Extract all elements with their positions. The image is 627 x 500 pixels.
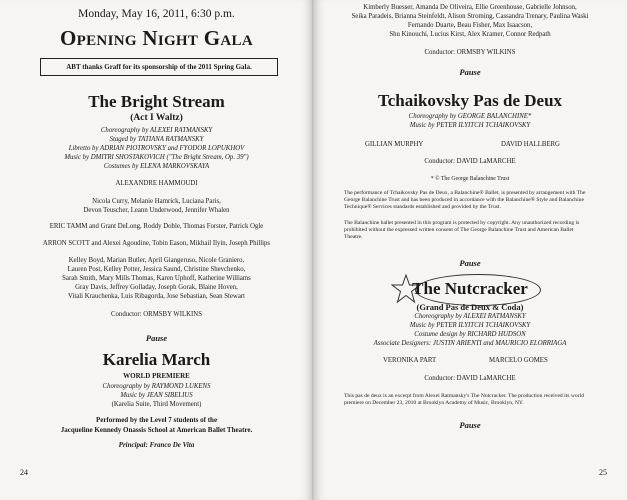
conductor-line: Conductor: ORMSBY WILKINS bbox=[110, 311, 202, 318]
credit-line: Music by JEAN SIBELIUS bbox=[120, 392, 193, 399]
cast-line: Lauren Post, Kelley Potter, Jessica Saund, Christine Shevchenko, bbox=[67, 266, 246, 273]
credit-line: Libretto by ADRIAN PIOTROVSKY and FYODOR LOPUKHOV bbox=[68, 145, 245, 152]
cast-line: ERIC TAMM and Grant DeLong, Roddy Doble, Thomas Forster, Patrick Ogle bbox=[49, 223, 264, 230]
conductor-line: Conductor: DAVID LaMARCHE bbox=[424, 375, 516, 382]
gala-title: Opening Night Gala bbox=[60, 26, 253, 50]
tchaikovsky-title: Tchaikovsky Pas de Deux bbox=[377, 91, 563, 110]
balanchine-paragraph bbox=[344, 190, 602, 212]
credit-line: Music by PETER ILYITCH TCHAIKOVSKY bbox=[409, 122, 531, 129]
credit-line: Staged by TATIANA RATMANSKY bbox=[109, 136, 204, 143]
paragraph-line: Theatre. bbox=[344, 234, 363, 241]
cast-line: Fernando Duarte, Beau Fisher, Max Isaacson, bbox=[407, 22, 533, 29]
paragraph-line: Technique® Services standards established and provided by the Trust. bbox=[344, 204, 501, 211]
credit-line: Choreography by ALEXEI RATMANSKY bbox=[414, 313, 526, 320]
paragraph-line: premiere on December 23, 2010 at Brooklyn Academy of Music, Brooklyn, NY. bbox=[344, 400, 524, 407]
cast-line: Gray Davis, Jeffrey Golladay, Joseph Gorak, Blaine Hoven, bbox=[75, 284, 238, 291]
paragraph-line: George Balanchine Trust and has been produced in accordance with the Balanchine® Style and Balanchine bbox=[344, 197, 584, 204]
paragraph-line: prohibited without the expressed written consent of The George Balanchine Trust and American Ballet bbox=[344, 227, 574, 234]
conductor-line: Conductor: ORMSBY WILKINS bbox=[424, 49, 516, 56]
bright-stream-subtitle: (Act I Waltz) bbox=[130, 113, 183, 123]
trust-note: * © The George Balanchine Trust bbox=[430, 176, 510, 182]
paragraph-line: This pas de deux is an excerpt from Alexei Ratmansky's The Nutcracker. The production received its world bbox=[344, 393, 584, 399]
nutcracker-subtitle: (Grand Pas de Deux & Coda) bbox=[416, 302, 524, 312]
cast-line: Nicola Curry, Melanie Hamrick, Luciana Paris, bbox=[92, 198, 221, 205]
credit-line: Costumes by ELENA MARKOVSKAYA bbox=[103, 163, 210, 170]
cast-line: Kimberly Buesser, Amanda De Oliveira, Ellie Greenhouse, Gabrielle Johnson, bbox=[363, 4, 577, 11]
credit-line: Associate Designers: JUSTIN ARIENTI and MAURICIO ELORRIAGA bbox=[373, 340, 567, 347]
dancer-name: MARCELO GOMES bbox=[489, 357, 548, 364]
cast-line: Devon Teuscher, Leann Underwood, Jennifer Whalen bbox=[83, 207, 230, 214]
credit-line: Costume design by RICHARD HUDSON bbox=[414, 331, 526, 338]
credit-line: Music by PETER ILYITCH TCHAIKOVSKY bbox=[409, 322, 531, 329]
nutcracker-note bbox=[344, 393, 602, 407]
cast-line: Vitali Krauchenka, Luis Ribagorda, Jose Sebastian, Sean Stewart bbox=[67, 293, 246, 300]
credit-line: Choreography by ALEXEI RATMANSKY bbox=[100, 127, 213, 134]
performed-by-line: Performed by the Level 7 students of the bbox=[95, 416, 218, 424]
pause-label: Pause bbox=[145, 333, 168, 343]
world-premiere-label: WORLD PREMIERE bbox=[123, 372, 190, 380]
paragraph-line: The Balanchine ballet presented in this program is protected by copyright. Any unauthorized recording is bbox=[344, 220, 580, 226]
karelia-title: Karelia March bbox=[102, 350, 211, 369]
cast-line: ARRON SCOTT and Alexei Agoudine, Tobin Eason, Mikhail Ilyin, Joseph Phillips bbox=[42, 240, 271, 247]
dancer-name: DAVID HALLBERG bbox=[501, 141, 560, 148]
cast-line: Sarah Smith, Mary Mills Thomas, Karen Uphoff, Katherine Williams bbox=[62, 275, 251, 282]
cast-line: Seika Paradeis, Brianna Steinfeldt, Alison Stroming, Cassandra Trenary, Paulina Waski bbox=[351, 13, 589, 20]
page-number: 24 bbox=[20, 468, 28, 477]
performed-by-line: Jacqueline Kennedy Onassis School at American Ballet Theatre. bbox=[60, 426, 253, 434]
credit-line: Music by DMITRI SHOSTAKOVICH ("The Bright Stream, Op. 39") bbox=[64, 154, 249, 161]
cast-line: Shu Kinouchi, Lucius Kirst, Alex Kramer, Connor Redpath bbox=[389, 31, 551, 38]
page-number: 25 bbox=[599, 468, 607, 477]
cast-line: Kelley Boyd, Marian Butler, April Giangeruso, Nicole Graniero, bbox=[68, 257, 245, 264]
sponsor-box: ABT thanks Graff for its sponsorship of the 2011 Spring Gala. bbox=[40, 58, 278, 76]
lead-dancer: ALEXANDRE HAMMOUDI bbox=[115, 180, 198, 187]
pause-label: Pause bbox=[459, 420, 481, 430]
dancer-name: GILLIAN MURPHY bbox=[365, 141, 424, 148]
copyright-paragraph bbox=[344, 220, 602, 242]
performance-date: Monday, May 16, 2011, 6:30 p.m. bbox=[78, 8, 235, 20]
credit-line: Choreography by RAYMOND LUKENS bbox=[102, 383, 211, 390]
left-page bbox=[0, 0, 313, 500]
conductor-line: Conductor: DAVID LaMARCHE bbox=[424, 158, 516, 165]
credit-line: Choreography by GEORGE BALANCHINE* bbox=[408, 113, 532, 120]
right-page bbox=[313, 0, 627, 500]
nutcracker-title: The Nutcracker bbox=[412, 279, 528, 298]
paragraph-line: The performance of Tchaikovsky Pas de Deux, a Balanchine® Ballet, is presented by arrangement with The bbox=[344, 190, 586, 196]
principal-line: Principal: Franco De Vita bbox=[118, 441, 195, 449]
pause-label: Pause bbox=[459, 67, 481, 77]
dancer-name: VERONIKA PART bbox=[383, 357, 437, 364]
credit-line: (Karelia Suite, Third Movement) bbox=[111, 401, 202, 408]
bright-stream-title: The Bright Stream bbox=[88, 92, 225, 111]
pause-label: Pause bbox=[459, 258, 481, 268]
